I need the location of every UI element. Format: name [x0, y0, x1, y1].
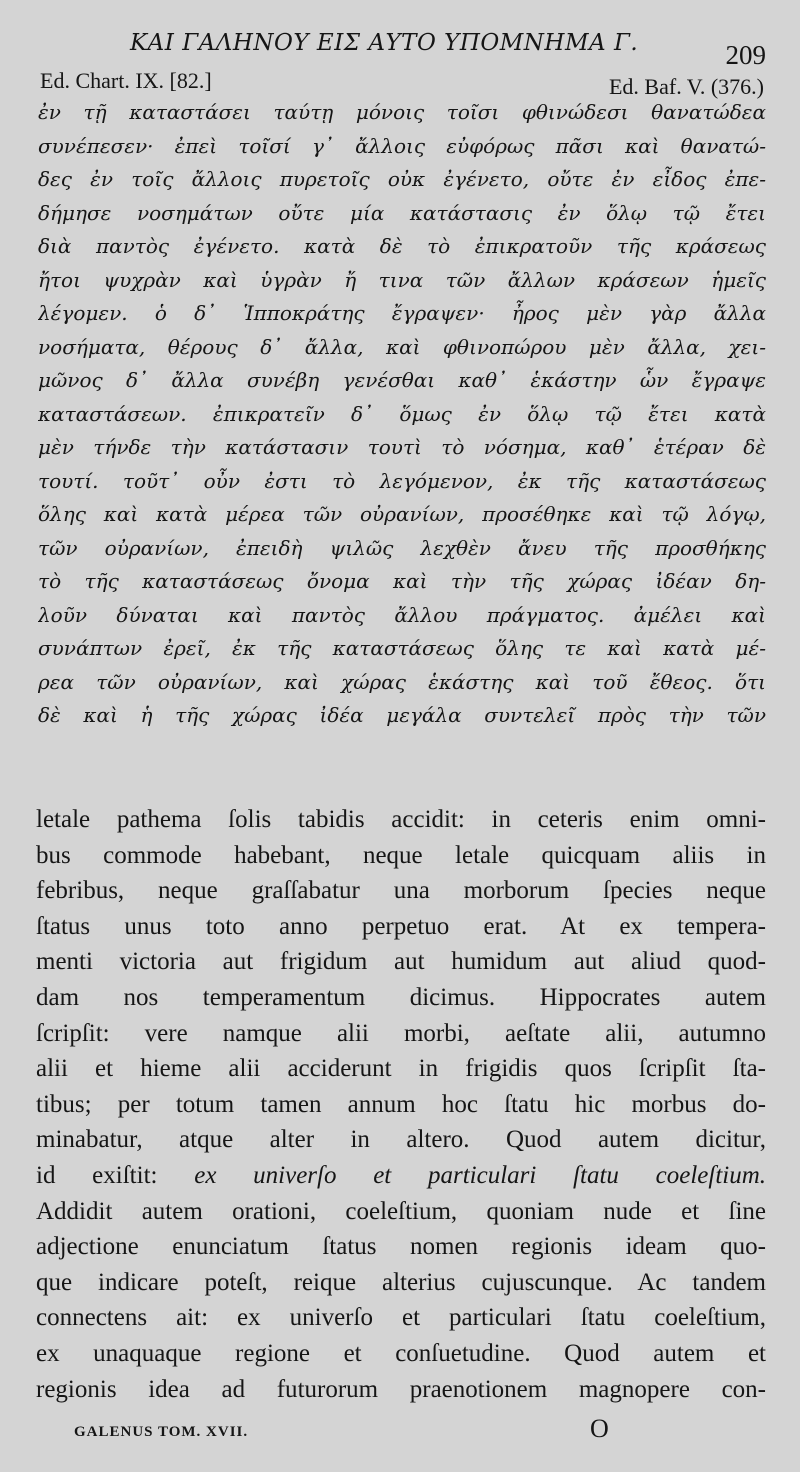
- greek-line: λοῦν δύναται καὶ παντὸς ἄλλου πράγματος. ἀμέλει καὶ: [38, 602, 766, 627]
- latin-line-lead: id exiſtit:: [36, 1161, 158, 1189]
- greek-line: συνάπτων ἐρεῖ, ἐκ τῆς καταστάσεως ὅλης τε καὶ κατὰ μέ-: [38, 636, 766, 660]
- latin-line: dam nos temperamentum dicimus. Hippocrates autem: [36, 983, 766, 1011]
- latin-line: que indicare poteſt, reique alterius cujuscunque. Ac tandem: [36, 1268, 766, 1296]
- edition-reference-basel: Ed. Baf. V. (376.): [608, 74, 764, 99]
- greek-line: καταστάσεων. ἐπικρατεῖν δ᾽ ὅμως ἐν ὅλῳ τῷ ἔτει κατὰ: [38, 401, 766, 426]
- printer-signature: GALENUS TOM. XVII.: [74, 1424, 249, 1440]
- greek-line: ἐν τῇ καταστάσει ταύτῃ μόνοις τοῖσι φθινώδεσι θανατώδεα: [38, 100, 766, 124]
- latin-line-with-quote: [36, 1158, 766, 1194]
- latin-text-block: [36, 802, 766, 1407]
- greek-text-block: [38, 96, 766, 733]
- page-number: 209: [725, 40, 766, 70]
- greek-line: τουτί. τοῦτ᾽ οὖν ἐστι τὸ λεγόμενον, ἐκ τῆς καταστάσεως: [38, 468, 766, 493]
- greek-line: δήμησε νοσημάτων οὔτε μία κατάστασις ἐν ὅλῳ τῷ ἔτει: [38, 200, 766, 225]
- greek-line: ρεα τῶν οὐρανίων, καὶ χώρας ἑκάστης καὶ τοῦ ἔθεος. ὅτι: [38, 669, 766, 694]
- latin-line: connectens ait: ex univerſo et particulari ſtatu coeleſtium,: [36, 1304, 766, 1332]
- latin-line: bus commode habebant, neque letale quicquam aliis in: [36, 841, 766, 869]
- greek-line: συνέπεσεν· ἐπεὶ τοῖσί γ᾽ ἄλλοις εὐφόρως πᾶσι καὶ θανατώ-: [38, 133, 766, 158]
- greek-line: διὰ παντὸς ἐγένετο. κατὰ δὲ τὸ ἐπικρατοῦν τῆς κράσεως: [38, 234, 766, 258]
- latin-line: febribus, neque graſſabatur una morborum ſpecies neque: [36, 877, 766, 905]
- running-title: ΚΑΙ ΓΑΛΗΝΟΥ ΕΙΣ ΑΥΤΟ ΥΠΟΜΝΗΜΑ Γ.: [130, 30, 639, 56]
- greek-line: δες ἐν τοῖς ἄλλοις πυρετοῖς οὐκ ἐγένετο, οὔτε ἐν εἶδος ἐπε-: [38, 167, 766, 191]
- latin-line: regionis idea ad futurorum praenotionem magnopere con-: [36, 1375, 766, 1403]
- greek-line: ἤτοι ψυχρὰν καὶ ὑγρὰν ἤ τινα τῶν ἄλλων κράσεων ἡμεῖς: [38, 267, 766, 292]
- latin-line: menti victoria aut frigidum aut humidum aut aliud quod-: [36, 948, 766, 976]
- italic-quotation: ex univerſo et particulari ſtatu coeleſtium.: [194, 1161, 766, 1189]
- latin-line: Addidit autem orationi, coeleſtium, quoniam nude et ſine: [36, 1197, 766, 1225]
- latin-line: ſcripſit: vere namque alii morbi, aeſtate alii, autumno: [36, 1019, 766, 1047]
- gathering-mark: O: [590, 1414, 609, 1443]
- latin-line: ex unaquaque regione et conſuetudine. Quod autem et: [36, 1339, 766, 1367]
- latin-line: letale pathema ſolis tabidis accidit: in ceteris enim omni-: [36, 806, 766, 833]
- greek-line: δὲ καὶ ἡ τῆς χώρας ἰδέα μεγάλα συντελεῖ πρὸς τὴν τῶν: [38, 703, 766, 727]
- greek-line: νοσήματα, θέρους δ᾽ ἄλλα, καὶ φθινοπώρου μὲν ἄλλα, χει-: [38, 334, 766, 359]
- greek-line: τῶν οὐρανίων, ἐπειδὴ ψιλῶς λεχθὲν ἄνευ τῆς προσθήκης: [38, 535, 766, 560]
- greek-line: λέγομεν. ὁ δ᾽ Ἱπποκράτης ἔγραψεν· ἦρος μὲν γὰρ ἄλλα: [38, 301, 766, 325]
- latin-line: tibus; per totum tamen annum hoc ſtatu hic morbus do-: [36, 1090, 766, 1118]
- latin-line: alii et hieme alii acciderunt in frigidis quos ſcripſit ſta-: [36, 1055, 766, 1083]
- latin-line: minabatur, atque alter in altero. Quod autem dicitur,: [36, 1126, 766, 1154]
- greek-line: τὸ τῆς καταστάσεως ὄνομα καὶ τὴν τῆς χώρας ἰδέαν δη-: [38, 569, 766, 593]
- greek-line: μῶνος δ᾽ ἄλλα συνέβη γενέσθαι καθ᾽ ἑκάστην ὧν ἔγραψε: [38, 368, 766, 392]
- greek-line: ὅλης καὶ κατὰ μέρεα τῶν οὐρανίων, προσέθηκε καὶ τῷ λόγῳ,: [38, 502, 766, 526]
- edition-reference-chartier: Ed. Chart. IX. [82.]: [40, 68, 212, 93]
- greek-line: μὲν τήνδε τὴν κατάστασιν τουτὶ τὸ νόσημα, καθ᾽ ἑτέραν δὲ: [38, 435, 766, 459]
- latin-line: ſtatus unus toto anno perpetuo erat. At ex tempera-: [36, 912, 766, 940]
- latin-line: adjectione enunciatum ſtatus nomen regionis ideam quo-: [36, 1233, 766, 1261]
